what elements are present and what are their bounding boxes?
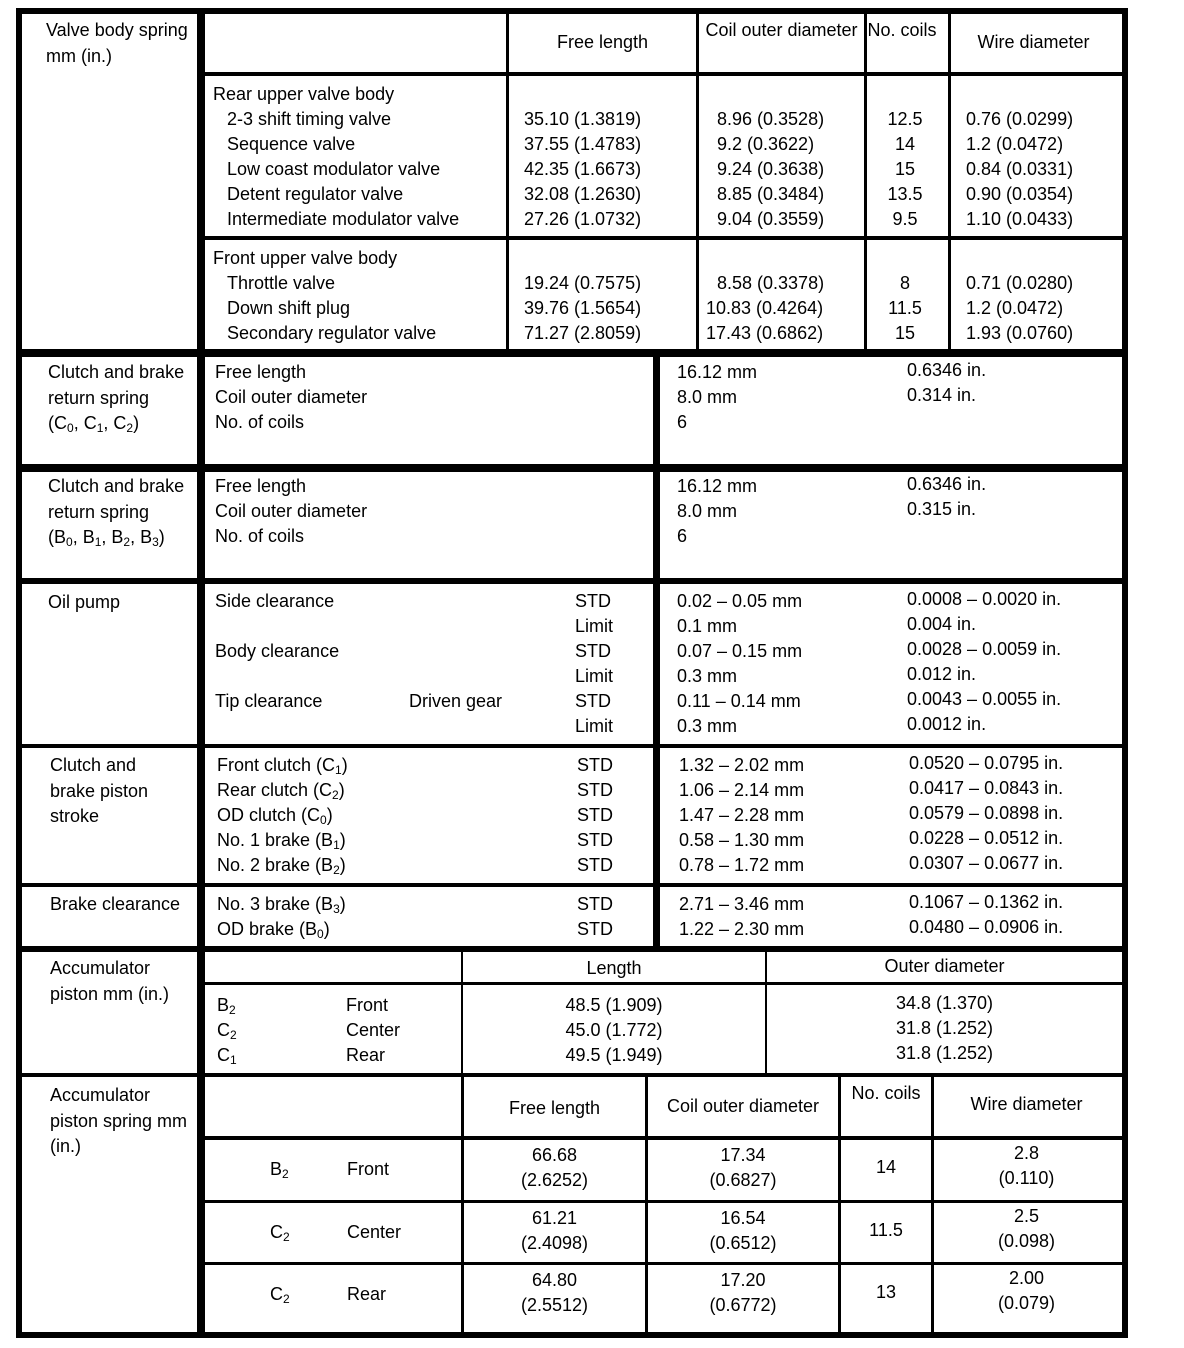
valve-wire: 0.90 (0.0354) [966, 184, 1074, 204]
oil-pump-mm: 0.02 – 0.05 mm [677, 591, 803, 611]
valve-coil-od: 8.85 (0.3484) [717, 184, 825, 204]
acc-spring-row-line [205, 1262, 1122, 1265]
stroke-mm: 1.32 – 2.02 mm [679, 755, 805, 775]
front-upper-title: Front upper valve body [213, 248, 398, 268]
spring-param-mm: 8.0 mm [677, 387, 738, 407]
valve-coil-od: 9.04 (0.3559) [717, 209, 825, 229]
spring-param-name: No. of coils [215, 412, 305, 432]
valve-free-length: 35.10 (1.3819) [524, 109, 642, 129]
valve-wire: 0.76 (0.0299) [966, 109, 1074, 129]
spring-param-mm: 16.12 mm [677, 476, 758, 496]
valve-wire: 1.2 (0.0472) [966, 298, 1064, 318]
valve-free-length: 42.35 (1.6673) [524, 159, 642, 179]
spring-param-in: 0.6346 in. [907, 474, 987, 494]
acc-piston-header-bottom [205, 982, 1122, 985]
acc-spring-wire-in: (0.110) [998, 1168, 1055, 1188]
spring-param-in: 0.6346 in. [907, 360, 987, 380]
stroke-param: Front clutch $(C_1)$ [217, 755, 348, 777]
valve-wire: 1.2 (0.0472) [966, 134, 1064, 154]
stroke-in: 0.0417 – 0.0843 in. [909, 778, 1064, 798]
acc-spring-wire-in: (0.079) [997, 1293, 1056, 1313]
oil-pump-in: 0.004 in. [907, 614, 977, 634]
valve-coil-od: 8.58 (0.3378) [717, 273, 825, 293]
valve-free-length: 27.26 (1.0732) [524, 209, 642, 229]
stroke-mm: 1.47 – 2.28 mm [679, 805, 805, 825]
return-spring-b-sub: ($B_0$, $B_1$, $B_2$, $B_3$) [48, 527, 165, 549]
oil-pump-std: STD [575, 641, 611, 661]
valve-coils: 13.5 [887, 184, 923, 204]
valve-col-line [506, 8, 509, 349]
oil-pump-mm: 0.3 mm [677, 666, 738, 686]
acc-spring-od: 16.54 [720, 1208, 766, 1228]
valve-name: 2-3 shift timing valve [227, 109, 392, 129]
return-spring-c-sub: ($C_0$, $C_1$, $C_2$) [48, 413, 140, 435]
stroke-std: STD [577, 855, 613, 875]
rear-upper-title: Rear upper valve body [213, 84, 395, 104]
acc-spring-header-wire: Wire diameter [970, 1094, 1083, 1114]
stroke-mm: 1.06 – 2.14 mm [679, 780, 805, 800]
acc-spring-free-in: (2.4098) [520, 1233, 589, 1253]
oil-pump-label: Oil pump [48, 592, 121, 612]
spring-param-mm: 8.0 mm [677, 501, 738, 521]
brake-clearance-divider [653, 887, 660, 946]
acc-spring-row-line [205, 1200, 1122, 1203]
section-divider [16, 349, 1128, 357]
valve-coils: 15 [894, 323, 916, 343]
stroke-param: No. 1 brake $(B_1)$ [217, 830, 346, 852]
valve-coils: 9.5 [892, 209, 918, 229]
valve-name: Low coast modulator valve [227, 159, 441, 179]
valve-name: Secondary regulator valve [227, 323, 437, 343]
acc-piston-pos: Rear [346, 1045, 386, 1065]
spring-param-mm: 6 [677, 526, 688, 546]
stroke-mm: 0.58 – 1.30 mm [679, 830, 805, 850]
oil-pump-std: Limit [575, 616, 614, 636]
section-divider [16, 946, 1128, 952]
valve-free-length: 37.55 (1.4783) [524, 134, 642, 154]
acc-piston-od: 31.8 (1.252) [895, 1043, 994, 1063]
valve-name: Throttle valve [227, 273, 336, 293]
acc-piston-length: 48.5 (1.909) [565, 995, 663, 1015]
acc-spring-wire: 2.00 [1008, 1268, 1045, 1288]
acc-spring-pos: Front [347, 1159, 390, 1179]
acc-spring-free-in: (2.5512) [520, 1295, 589, 1315]
oil-pump-std: Limit [575, 716, 614, 736]
oil-pump-in: 0.012 in. [907, 664, 977, 684]
spring-param-name: Coil outer diameter [215, 387, 368, 407]
acc-spring-coils: 11.5 [869, 1220, 903, 1240]
acc-spring-header-coils: No. coils [851, 1083, 921, 1103]
oil-pump-in: 0.0008 – 0.0020 in. [907, 589, 1062, 609]
piston-stroke-label: Clutch and brake piston stroke [50, 755, 149, 826]
stroke-param: Rear clutch $(C_2)$ [217, 780, 345, 802]
valve-header-coils: No. coils [867, 20, 937, 40]
acc-spring-od-in: (0.6827) [709, 1170, 777, 1190]
acc-spring-wire-in: (0.098) [997, 1231, 1056, 1251]
brake-clearance-label: Brake clearance [50, 894, 181, 914]
accumulator-piston-label: Accumulator piston mm (in.) [50, 958, 170, 1004]
valve-free-length: 71.27 (2.8059) [524, 323, 642, 343]
stroke-mm: 1.22 – 2.30 mm [679, 919, 805, 939]
piston-stroke-divider [653, 748, 660, 883]
valve-wire: 0.84 (0.0331) [966, 159, 1074, 179]
valve-coil-od: 17.43 (0.6862) [706, 323, 824, 343]
acc-piston-length: 45.0 (1.772) [565, 1020, 663, 1040]
return-spring-b-label: Clutch and brake return spring ($B_0$, $B_1$, $B_2$, $B_3$) [48, 476, 185, 549]
acc-spring-id: $C_2$ [270, 1284, 290, 1306]
stroke-in: 0.0579 – 0.0898 in. [909, 803, 1064, 823]
acc-piston-pos: Front [346, 995, 389, 1015]
stroke-param: OD brake $(B_0)$ [217, 919, 330, 941]
spring-param-in: 0.314 in. [907, 385, 977, 405]
valve-coils: 8 [899, 273, 910, 293]
spring-param-in: 0.315 in. [907, 499, 977, 519]
valve-coils: 15 [894, 159, 916, 179]
acc-piston-length: 49.5 (1.949) [565, 1045, 663, 1065]
stroke-std: STD [577, 830, 613, 850]
spring-param-name: Free length [215, 476, 307, 496]
return-spring-c-label: Clutch and brake return spring ($C_0$, $C_1$, $C_2$) [48, 362, 185, 435]
stroke-std: STD [577, 755, 613, 775]
valve-header-coil-od: Coil outer diameter [705, 20, 858, 40]
oil-pump-param: Tip clearance [215, 691, 323, 711]
acc-spring-id: $C_2$ [270, 1222, 290, 1244]
acc-piston-od: 31.8 (1.252) [895, 1018, 994, 1038]
acc-piston-id: $C_1$ [217, 1045, 237, 1067]
valve-name: Sequence valve [227, 134, 356, 154]
section-divider [16, 883, 1128, 887]
acc-spring-header-od: Coil outer diameter [666, 1096, 820, 1116]
stroke-std: STD [577, 919, 613, 939]
stroke-mm: 2.71 – 3.46 mm [679, 894, 805, 914]
acc-spring-id: $B_2$ [270, 1159, 289, 1181]
oil-pump-in: 0.0012 in. [907, 714, 987, 734]
valve-group-divider [205, 236, 1122, 240]
acc-spring-coils: 13 [875, 1282, 897, 1302]
valve-col-line [948, 8, 951, 349]
stroke-param: OD clutch $(C_0)$ [217, 805, 333, 827]
oil-pump-sub: Driven gear [409, 691, 503, 711]
oil-pump-std: STD [575, 591, 611, 611]
oil-pump-divider [653, 584, 660, 744]
acc-spring-coils: 14 [875, 1157, 897, 1177]
valve-coils: 12.5 [887, 109, 923, 129]
acc-spring-header-free: Free length [508, 1098, 601, 1118]
oil-pump-std: STD [575, 691, 611, 711]
valve-wire: 1.10 (0.0433) [966, 209, 1074, 229]
label-column-divider [197, 8, 205, 1338]
valve-free-length: 39.76 (1.5654) [524, 298, 642, 318]
oil-pump-mm: 0.11 – 0.14 mm [677, 691, 801, 711]
oil-pump-mm: 0.3 mm [677, 716, 738, 736]
valve-body-label: Valve body spring mm (in.) [46, 20, 188, 66]
acc-spring-header-bottom [205, 1136, 1122, 1140]
stroke-std: STD [577, 780, 613, 800]
stroke-mm: 0.78 – 1.72 mm [679, 855, 805, 875]
valve-name: Detent regulator valve [227, 184, 404, 204]
section-divider [16, 464, 1128, 472]
acc-piston-id: $B_2$ [217, 995, 236, 1017]
acc-spring-od-in: (0.6512) [709, 1233, 777, 1253]
stroke-param: No. 3 brake $(B_3)$ [217, 894, 346, 916]
oil-pump-param: Side clearance [215, 591, 335, 611]
valve-coil-od: 10.83 (0.4264) [706, 298, 824, 318]
stroke-std: STD [577, 805, 613, 825]
stroke-in: 0.0307 – 0.0677 in. [909, 853, 1064, 873]
valve-coils: 11.5 [888, 298, 922, 318]
valve-coil-od: 9.2 (0.3622) [717, 134, 815, 154]
acc-spring-free: 61.21 [531, 1208, 578, 1228]
valve-coil-od: 8.96 (0.3528) [717, 109, 825, 129]
valve-wire: 1.93 (0.0760) [966, 323, 1074, 343]
acc-spring-wire: 2.5 [1013, 1206, 1040, 1226]
acc-piston-header-length: Length [586, 958, 642, 978]
acc-spring-od-in: (0.6772) [709, 1295, 777, 1315]
spring-param-name: Free length [215, 362, 307, 382]
section-divider [16, 1073, 1128, 1077]
valve-free-length: 19.24 (0.7575) [524, 273, 642, 293]
return-spring-c-divider [653, 357, 660, 464]
valve-name: Down shift plug [227, 298, 351, 318]
accumulator-spring-label: Accumulator piston spring mm (in.) [50, 1085, 188, 1156]
valve-header-free-length: Free length [556, 32, 649, 52]
oil-pump-std: Limit [575, 666, 614, 686]
oil-pump-mm: 0.1 mm [677, 616, 738, 636]
valve-wire: 0.71 (0.0280) [966, 273, 1074, 293]
oil-pump-in: 0.0043 – 0.0055 in. [907, 689, 1062, 709]
oil-pump-param: Body clearance [215, 641, 340, 661]
acc-piston-pos: Center [346, 1020, 401, 1040]
valve-header-wire: Wire diameter [977, 32, 1090, 52]
acc-spring-free: 64.80 [531, 1270, 578, 1290]
stroke-in: 0.1067 – 0.1362 in. [909, 892, 1064, 912]
stroke-in: 0.0480 – 0.0906 in. [909, 917, 1064, 937]
spring-param-name: No. of coils [215, 526, 305, 546]
valve-coil-od: 9.24 (0.3638) [717, 159, 825, 179]
stroke-std: STD [577, 894, 613, 914]
valve-col-line [696, 8, 699, 349]
acc-piston-od: 34.8 (1.370) [895, 993, 994, 1013]
acc-spring-wire: 2.8 [1013, 1143, 1040, 1163]
oil-pump-mm: 0.07 – 0.15 mm [677, 641, 803, 661]
valve-name: Intermediate modulator valve [227, 209, 460, 229]
oil-pump-in: 0.0028 – 0.0059 in. [907, 639, 1062, 659]
acc-spring-free: 66.68 [531, 1145, 578, 1165]
stroke-param: No. 2 brake $(B_2)$ [217, 855, 346, 877]
section-divider [16, 744, 1128, 748]
valve-free-length: 32.08 (1.2630) [524, 184, 642, 204]
acc-spring-od: 17.34 [720, 1145, 766, 1165]
spring-param-name: Coil outer diameter [215, 501, 368, 521]
stroke-in: 0.0228 – 0.0512 in. [909, 828, 1064, 848]
valve-header-bottom [205, 72, 1122, 76]
stroke-in: 0.0520 – 0.0795 in. [909, 753, 1064, 773]
acc-spring-pos: Rear [347, 1284, 387, 1304]
acc-piston-header-od: Outer diameter [884, 956, 1005, 976]
acc-spring-od: 17.20 [720, 1270, 766, 1290]
section-divider [16, 578, 1128, 584]
valve-coils: 14 [894, 134, 916, 154]
acc-spring-pos: Center [347, 1222, 402, 1242]
return-spring-b-divider [653, 472, 660, 578]
acc-piston-id: $C_2$ [217, 1020, 237, 1042]
acc-spring-free-in: (2.6252) [520, 1170, 589, 1190]
spring-param-mm: 6 [677, 412, 688, 432]
spring-param-mm: 16.12 mm [677, 362, 758, 382]
